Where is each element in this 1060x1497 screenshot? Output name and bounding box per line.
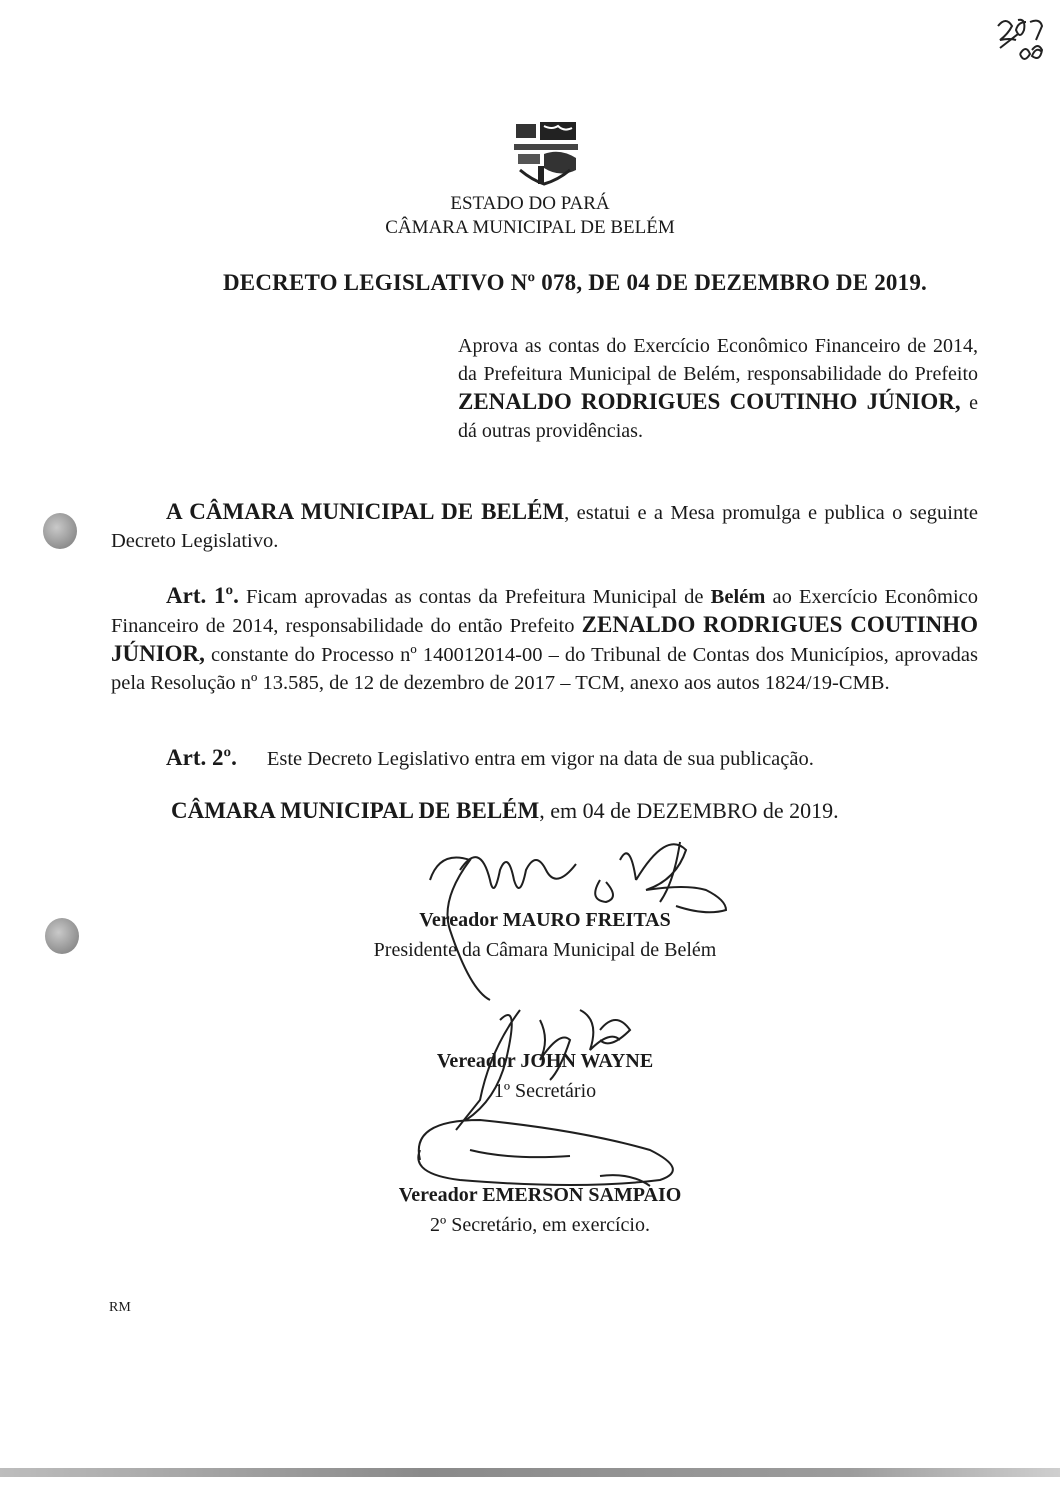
signature-block-second-secretary (330, 1180, 750, 1240)
signatory-role: 2º Secretário, em exercício. (430, 1214, 650, 1236)
signature-block-president (320, 905, 770, 965)
handwritten-page-number (990, 14, 1050, 70)
punch-hole-mark (45, 918, 79, 954)
state-name: ESTADO DO PARÁ (450, 193, 610, 214)
letterhead (0, 192, 1060, 240)
signature-block-first-secretary (370, 1046, 720, 1106)
mayor-name: ZENALDO RODRIGUES COUTINHO JÚNIOR, (458, 389, 961, 414)
mayor-name: ZENALDO RODRIGUES COUTINHO JÚNIOR, (111, 612, 978, 666)
signatory-name: Vereador EMERSON SAMPAIO (398, 1184, 682, 1206)
chamber-name: CÂMARA MUNICIPAL DE BELÉM (385, 217, 675, 238)
signatory-role: 1º Secretário (493, 1080, 597, 1102)
signatory-name: Vereador MAURO FREITAS (419, 909, 671, 931)
closing-line: CÂMARA MUNICIPAL DE BELÉM, em 04 de DEZEMBRO de 2019. (171, 798, 839, 823)
signatory-role: Presidente da Câmara Municipal de Belém (373, 939, 717, 961)
author-initials: RM (109, 1300, 131, 1315)
article-1: Art. 1º. Ficam aprovadas as contas da Prefeitura Municipal de Belém ao Exercício Econômico Financeiro de 2014, responsabilidade do então Prefeito ZENALDO RODRIGUES COUTINHO JÚNIOR, constante do Processo nº 140012014-00 – do Tribunal de Contas dos Municípios, aprovadas pela Resolução nº 13.585, de 12 de dezembro de 2017 – TCM, anexo aos autos 1824/19-CMB. (111, 583, 978, 694)
signatory-name: Vereador JOHN WAYNE (436, 1050, 654, 1072)
preamble-paragraph: A CÂMARA MUNICIPAL DE BELÉM, estatui e a Mesa promulga e publica o seguinte Decreto Legislativo. (111, 499, 978, 552)
signature-second-secretary (418, 1120, 673, 1186)
article-1-label: Art. 1º. (166, 583, 239, 608)
decree-title: DECRETO LEGISLATIVO Nº 078, DE 04 DE DEZEMBRO DE 2019. (222, 270, 927, 295)
article-2: Art. 2º. Este Decreto Legislativo entra em vigor na data de sua publicação. (166, 745, 814, 770)
scan-edge-shadow (0, 1468, 1060, 1477)
coat-of-arms-emblem (510, 118, 582, 188)
decree-summary: Aprova as contas do Exercício Econômico Financeiro de 2014, da Prefeitura Municipal de Belém, responsabilidade do Prefeito ZENALDO RODRIGUES COUTINHO JÚNIOR, e dá outras providências. (458, 335, 978, 442)
article-2-label: Art. 2º. (166, 745, 237, 770)
punch-hole-mark (43, 513, 77, 549)
